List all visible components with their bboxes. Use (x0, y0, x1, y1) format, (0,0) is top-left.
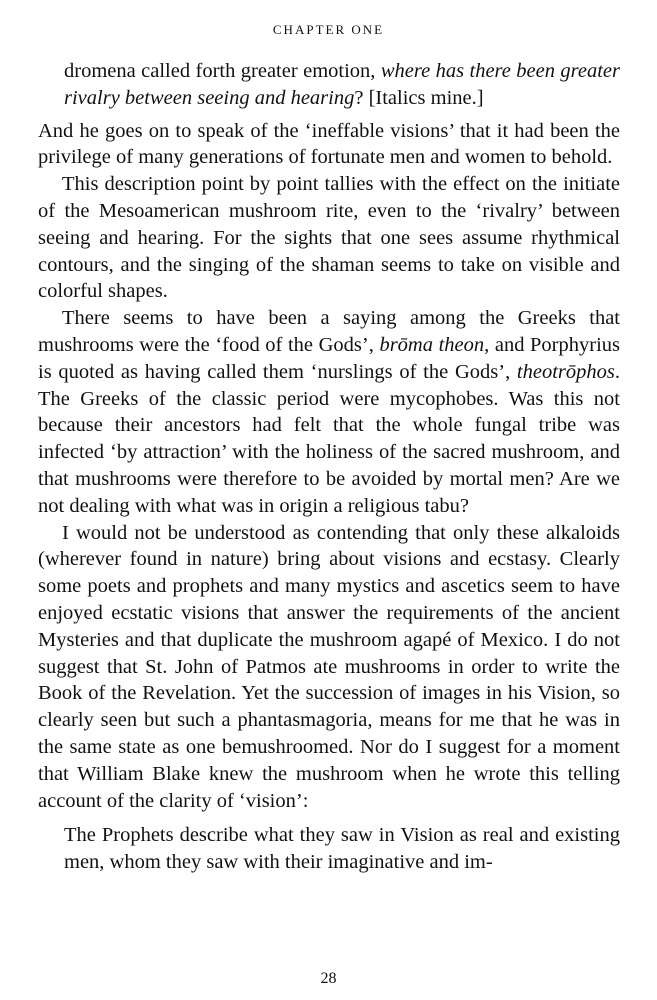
paragraph-text: This description point by point tallies with the effect on the initiate of the Mesoamerican mushroom rite, even to the ‘rivalry’ between seeing and hearing. For the sights that one sees assume rhythmical contours, and the singing of the shaman seems to take on visible and colorful shapes. (38, 173, 620, 303)
greek-term-broma-theon: brōma theon (379, 333, 485, 356)
paragraph-2 (38, 171, 620, 305)
paragraph-4 (38, 520, 620, 815)
page-number: 28 (320, 970, 337, 987)
paragraph-1 (38, 118, 620, 172)
paragraph-text: There seems to have been a saying among the Greeks that mushrooms were the ‘food of the Gods’, (38, 307, 620, 356)
page-body (38, 58, 620, 876)
paragraph-text: I would not be understood as contending that only these alkaloids (wherever found in nature) bring about visions and ecstasy. Clearly some poets and prophets and many mystics and ascetics seem to have enjoyed ecstatic visions that answer the requirements of the ancient Mysteries and that duplicate the mushroom agapé of Mexico. I do not suggest that St. John of Patmos ate mushrooms in order to write the Book of the Revelation. Yet the succession of images in his Vision, so clearly seen but such a phantasmagoria, means for me that he was in the same state as one bemushroomed. Nor do I suggest for a moment that William Blake knew the mushroom when he wrote this telling account of the clarity of ‘vision’: (38, 521, 620, 812)
quote-text-after: ? [Italics mine.] (354, 86, 484, 109)
paragraph-text: . The Greeks of the classic period were mycophobes. Was this not because their ancestors had felt that the whole fungal tribe was infected ‘by attraction’ with the holiness of the sacred mushroom, and that mushrooms were therefore to be avoided by mortal men? Are we not dealing with what was in origin a religious tabu? (38, 360, 620, 517)
block-quote-bottom: The Prophets describe what they saw in Vision as real and existing men, whom they saw with their imaginative and im- (64, 824, 620, 874)
paragraph-3 (38, 305, 620, 519)
quote-text-before: dromena called forth greater emotion, (64, 60, 381, 82)
paragraph-text: , and Porphyrius is quoted as having called them ‘nurslings of the Gods’, (38, 333, 621, 383)
quote-italic-text: where has there been greater rivalry between seeing and hearing (64, 60, 621, 109)
block-quote-top (64, 58, 620, 112)
greek-term-theotrophos: theotrōphos (516, 360, 615, 383)
chapter-header: CHAPTER ONE (272, 22, 385, 37)
paragraph-text: And he goes on to speak of the ‘ineffable visions’ that it had been the privilege of many generations of fortunate men and women to behold. (38, 119, 620, 169)
